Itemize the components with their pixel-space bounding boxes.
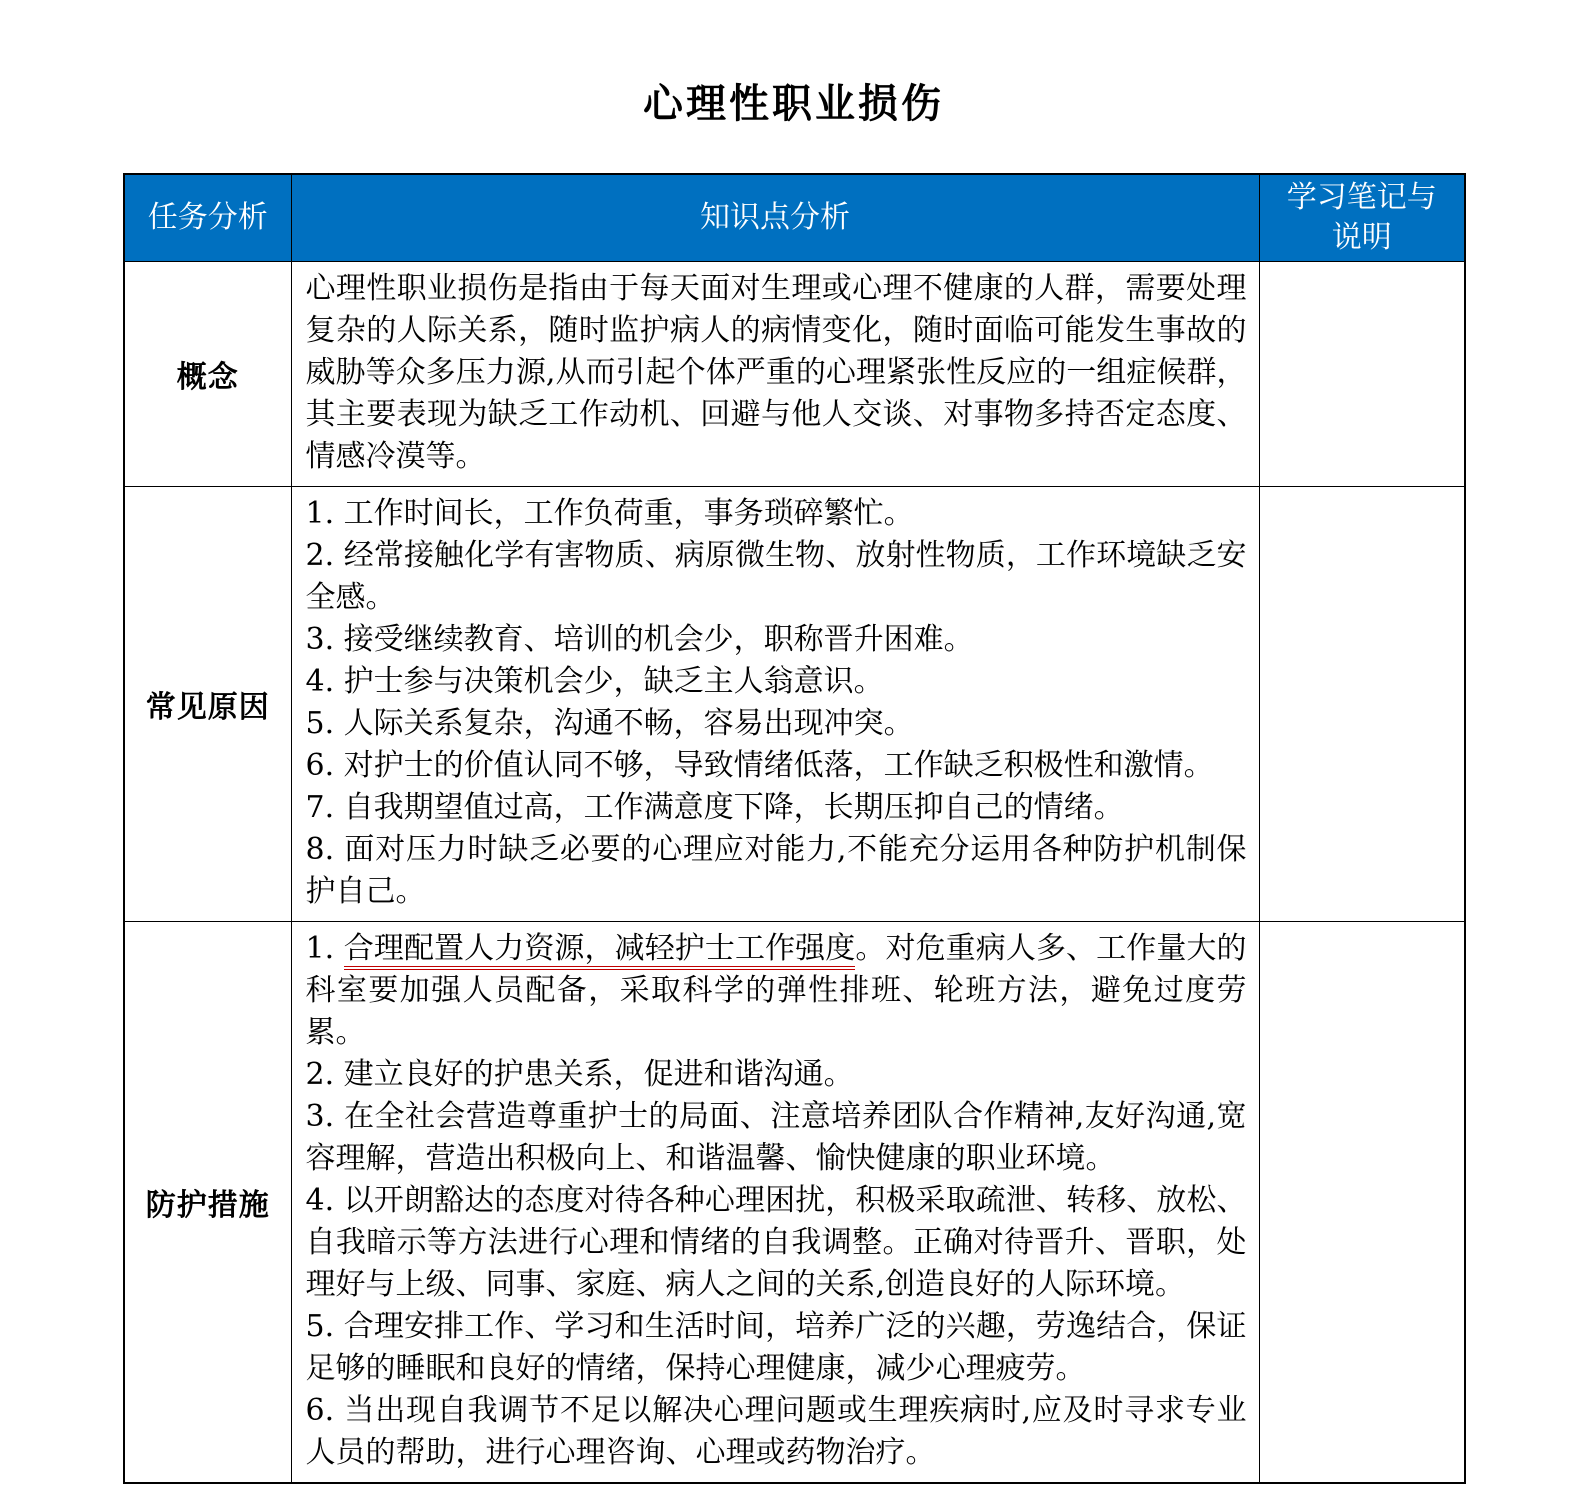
protection-content-cell — [291, 922, 1259, 1484]
table-row-concept — [124, 262, 1465, 487]
notes-cell-causes — [1259, 487, 1465, 922]
cause-item: 1. 工作时间长，工作负荷重，事务琐碎繁忙。 — [305, 496, 914, 531]
header-study-notes: 学习笔记与说明 — [1259, 174, 1465, 262]
cause-item: 8. 面对压力时缺乏必要的心理应对能力,不能充分运用各种防护机制保护自己。 — [305, 832, 1247, 909]
header-task-analysis: 任务分析 — [124, 174, 291, 262]
protection-item: 3. 在全社会营造尊重护士的局面、注意培养团队合作精神,友好沟通,宽容理解，营造出积极向上、和谐温馨、愉快健康的职业环境。 — [305, 1099, 1247, 1176]
page-title: 心理性职业损伤 — [643, 80, 944, 127]
underlined-text: 合理配置人力资源，减轻护士工作强度 — [344, 931, 856, 970]
cause-item: 3. 接受继续教育、培训的机会少，职称晋升困难。 — [305, 622, 974, 657]
item-number: 1. — [305, 931, 344, 966]
header-knowledge-points: 知识点分析 — [291, 174, 1259, 262]
item-text: 。对危重病人多、工作量大的科室要加强人员配备，采取科学的弹性排班、轮班方法，避免过度劳累。 — [305, 931, 1247, 1050]
protection-item: 6. 当出现自我调节不足以解决心理问题或生理疾病时,应及时寻求专业人员的帮助，进行心理咨询、心理或药物治疗。 — [305, 1393, 1247, 1470]
notes-cell-protection — [1259, 922, 1465, 1484]
row-label-causes: 常见原因 — [124, 487, 291, 922]
row-label-concept: 概念 — [124, 262, 291, 487]
table-header-row — [124, 174, 1465, 262]
protection-item: 5. 合理安排工作、学习和生活时间，培养广泛的兴趣，劳逸结合，保证足够的睡眠和良好的情绪，保持心理健康，减少心理疲劳。 — [305, 1309, 1247, 1386]
row-label-protection: 防护措施 — [124, 922, 291, 1484]
cause-item: 5. 人际关系复杂，沟通不畅，容易出现冲突。 — [305, 706, 914, 741]
knowledge-table — [123, 173, 1466, 1484]
concept-paragraph: 心理性职业损伤是指由于每天面对生理或心理不健康的人群，需要处理复杂的人际关系，随时监护病人的病情变化，随时面临可能发生事故的威胁等众多压力源,从而引起个体严重的心理紧张性反应的一组症候群，其主要表现为缺乏工作动机、回避与他人交谈、对事物多持否定态度、情感冷漠等。 — [305, 271, 1247, 474]
notes-cell-concept — [1259, 262, 1465, 487]
table-row-causes — [124, 487, 1465, 922]
cause-item: 2. 经常接触化学有害物质、病原微生物、放射性物质，工作环境缺乏安全感。 — [305, 538, 1247, 615]
table-row-protection — [124, 922, 1465, 1484]
protection-item — [306, 928, 1247, 1054]
cause-item: 7. 自我期望值过高，工作满意度下降，长期压抑自己的情绪。 — [305, 790, 1124, 825]
concept-content-cell — [291, 262, 1259, 487]
protection-item: 4. 以开朗豁达的态度对待各种心理困扰，积极采取疏泄、转移、放松、自我暗示等方法进行心理和情绪的自我调整。正确对待晋升、晋职，处理好与上级、同事、家庭、病人之间的关系,创造良好的人际环境。 — [305, 1183, 1247, 1302]
causes-content-cell — [291, 487, 1259, 922]
cause-item: 4. 护士参与决策机会少，缺乏主人翁意识。 — [305, 664, 884, 699]
protection-item: 2. 建立良好的护患关系，促进和谐沟通。 — [305, 1057, 854, 1092]
cause-item: 6. 对护士的价值认同不够，导致情绪低落，工作缺乏积极性和激情。 — [305, 748, 1214, 783]
